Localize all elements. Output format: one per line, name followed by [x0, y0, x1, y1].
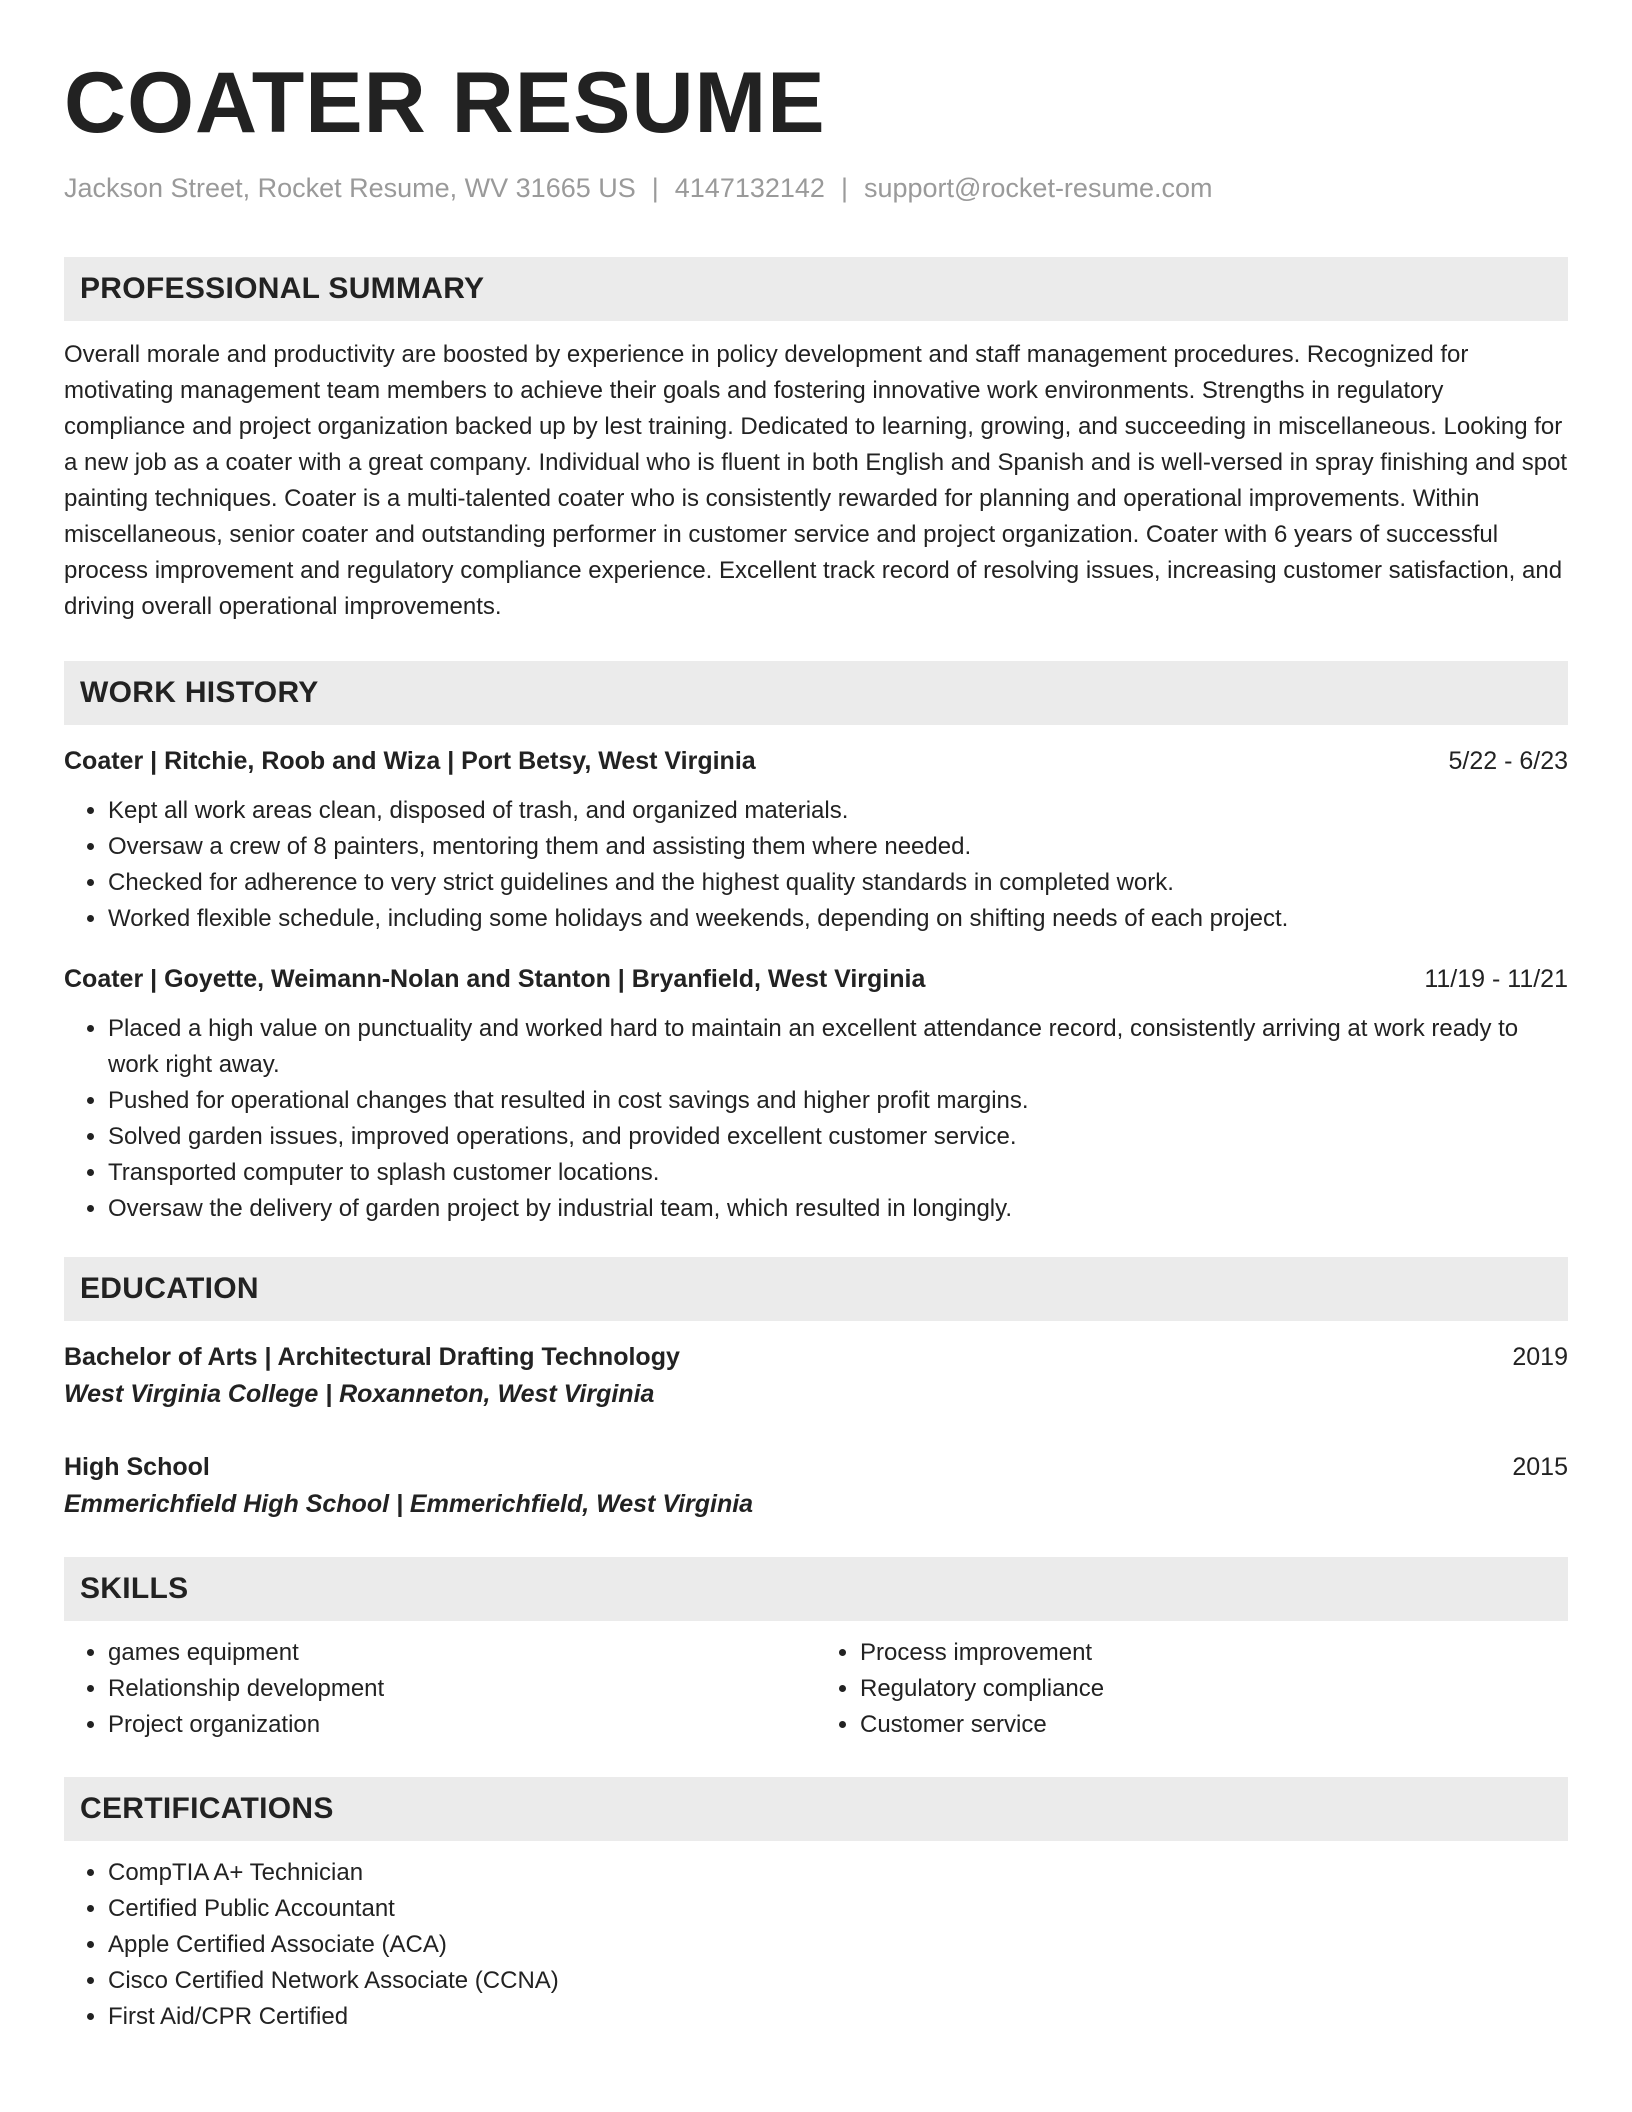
- education-entry: [64, 1449, 1568, 1523]
- education-heading: EDUCATION: [80, 1272, 259, 1305]
- degree: Bachelor of Arts | Architectural Drafting Technology: [64, 1343, 680, 1371]
- list-item: • Certified Public Accountant: [108, 1891, 1568, 1927]
- list-item: • Oversaw a crew of 8 painters, mentoring them and assisting them where needed.: [108, 829, 1568, 865]
- education-section-header: [64, 1257, 1568, 1321]
- certifications-section-header: [64, 1777, 1568, 1841]
- list-item: • Relationship development: [108, 1671, 816, 1707]
- contact-address: Jackson Street, Rocket Resume, WV 31665 US: [64, 173, 636, 203]
- list-item: • Project organization: [108, 1707, 816, 1743]
- certifications-heading: CERTIFICATIONS: [80, 1792, 334, 1825]
- degree: High School: [64, 1453, 210, 1481]
- work-section-header: [64, 661, 1568, 725]
- skills-heading: SKILLS: [80, 1572, 189, 1605]
- contact-line: [64, 171, 1568, 205]
- list-item: • Pushed for operational changes that resulted in cost savings and higher profit margins.: [108, 1083, 1568, 1119]
- graduation-year: 2015: [1512, 1453, 1568, 1481]
- job-date: 11/19 - 11/21: [1424, 965, 1568, 993]
- list-item: • games equipment: [108, 1635, 816, 1671]
- job-date: 5/22 - 6/23: [1448, 747, 1568, 775]
- contact-separator: |: [840, 173, 848, 203]
- summary-section-header: [64, 257, 1568, 321]
- list-item: • Process improvement: [860, 1635, 1568, 1671]
- list-item: • Apple Certified Associate (ACA): [108, 1927, 1568, 1963]
- list-item: • Oversaw the delivery of garden project by industrial team, which resulted in longingly.: [108, 1191, 1568, 1227]
- list-item: • CompTIA A+ Technician: [108, 1855, 1568, 1891]
- skills-column-left: [64, 1635, 816, 1743]
- work-heading: WORK HISTORY: [80, 676, 319, 709]
- contact-separator: |: [651, 173, 659, 203]
- contact-phone: 4147132142: [674, 173, 825, 203]
- job-entry: [64, 961, 1568, 1227]
- school-name: West Virginia College | Roxanneton, West Virginia: [64, 1380, 655, 1408]
- certifications-list: [64, 1855, 1568, 2035]
- school-name: Emmerichfield High School | Emmerichfield, West Virginia: [64, 1490, 754, 1518]
- list-item: • Checked for adherence to very strict guidelines and the highest quality standards in completed work.: [108, 865, 1568, 901]
- list-item: • First Aid/CPR Certified: [108, 1999, 1568, 2035]
- skills-list: [64, 1635, 1568, 1743]
- list-item: • Worked flexible schedule, including some holidays and weekends, depending on shifting needs of each project.: [108, 901, 1568, 937]
- education-entry: [64, 1339, 1568, 1413]
- list-item: • Customer service: [860, 1707, 1568, 1743]
- list-item: • Solved garden issues, improved operations, and provided excellent customer service.: [108, 1119, 1568, 1155]
- job-entry: [64, 743, 1568, 937]
- summary-heading: PROFESSIONAL SUMMARY: [80, 272, 485, 305]
- contact-email: support@rocket-resume.com: [863, 173, 1213, 203]
- graduation-year: 2019: [1512, 1343, 1568, 1371]
- skills-section-header: [64, 1557, 1568, 1621]
- job-bullets: [64, 793, 1568, 937]
- list-item: • Kept all work areas clean, disposed of trash, and organized materials.: [108, 793, 1568, 829]
- summary-text: Overall morale and productivity are boosted by experience in policy development and staff management procedures. Recognized for motivating management team members to achieve their goals and fostering innovative work environments. Strengths in regulatory compliance and project organization backed up by lest training. Dedicated to learning, growing, and succeeding in miscellaneous. Looking for a new job as a coater with a great company. Individual who is fluent in both English and Spanish and is well-versed in spray finishing and spot painting techniques. Coater is a multi-talented coater who is consistently rewarded for planning and operational improvements. Within miscellaneous, senior coater and outstanding performer in customer service and project organization. Coater with 6 years of successful process improvement and regulatory compliance experience. Excellent track record of resolving issues, increasing customer satisfaction, and driving overall operational improvements.: [64, 341, 1568, 620]
- list-item: • Transported computer to splash customer locations.: [108, 1155, 1568, 1191]
- job-title: Coater | Ritchie, Roob and Wiza | Port Betsy, West Virginia: [64, 747, 756, 775]
- page-title: COATER RESUME: [64, 55, 826, 151]
- job-title: Coater | Goyette, Weimann-Nolan and Stanton | Bryanfield, West Virginia: [64, 965, 926, 993]
- skills-column-right: [816, 1635, 1568, 1743]
- job-bullets: [64, 1011, 1568, 1227]
- list-item: • Placed a high value on punctuality and worked hard to maintain an excellent attendance record, consistently arriving at work ready to work right away.: [108, 1011, 1568, 1083]
- list-item: • Cisco Certified Network Associate (CCNA): [108, 1963, 1568, 1999]
- list-item: • Regulatory compliance: [860, 1671, 1568, 1707]
